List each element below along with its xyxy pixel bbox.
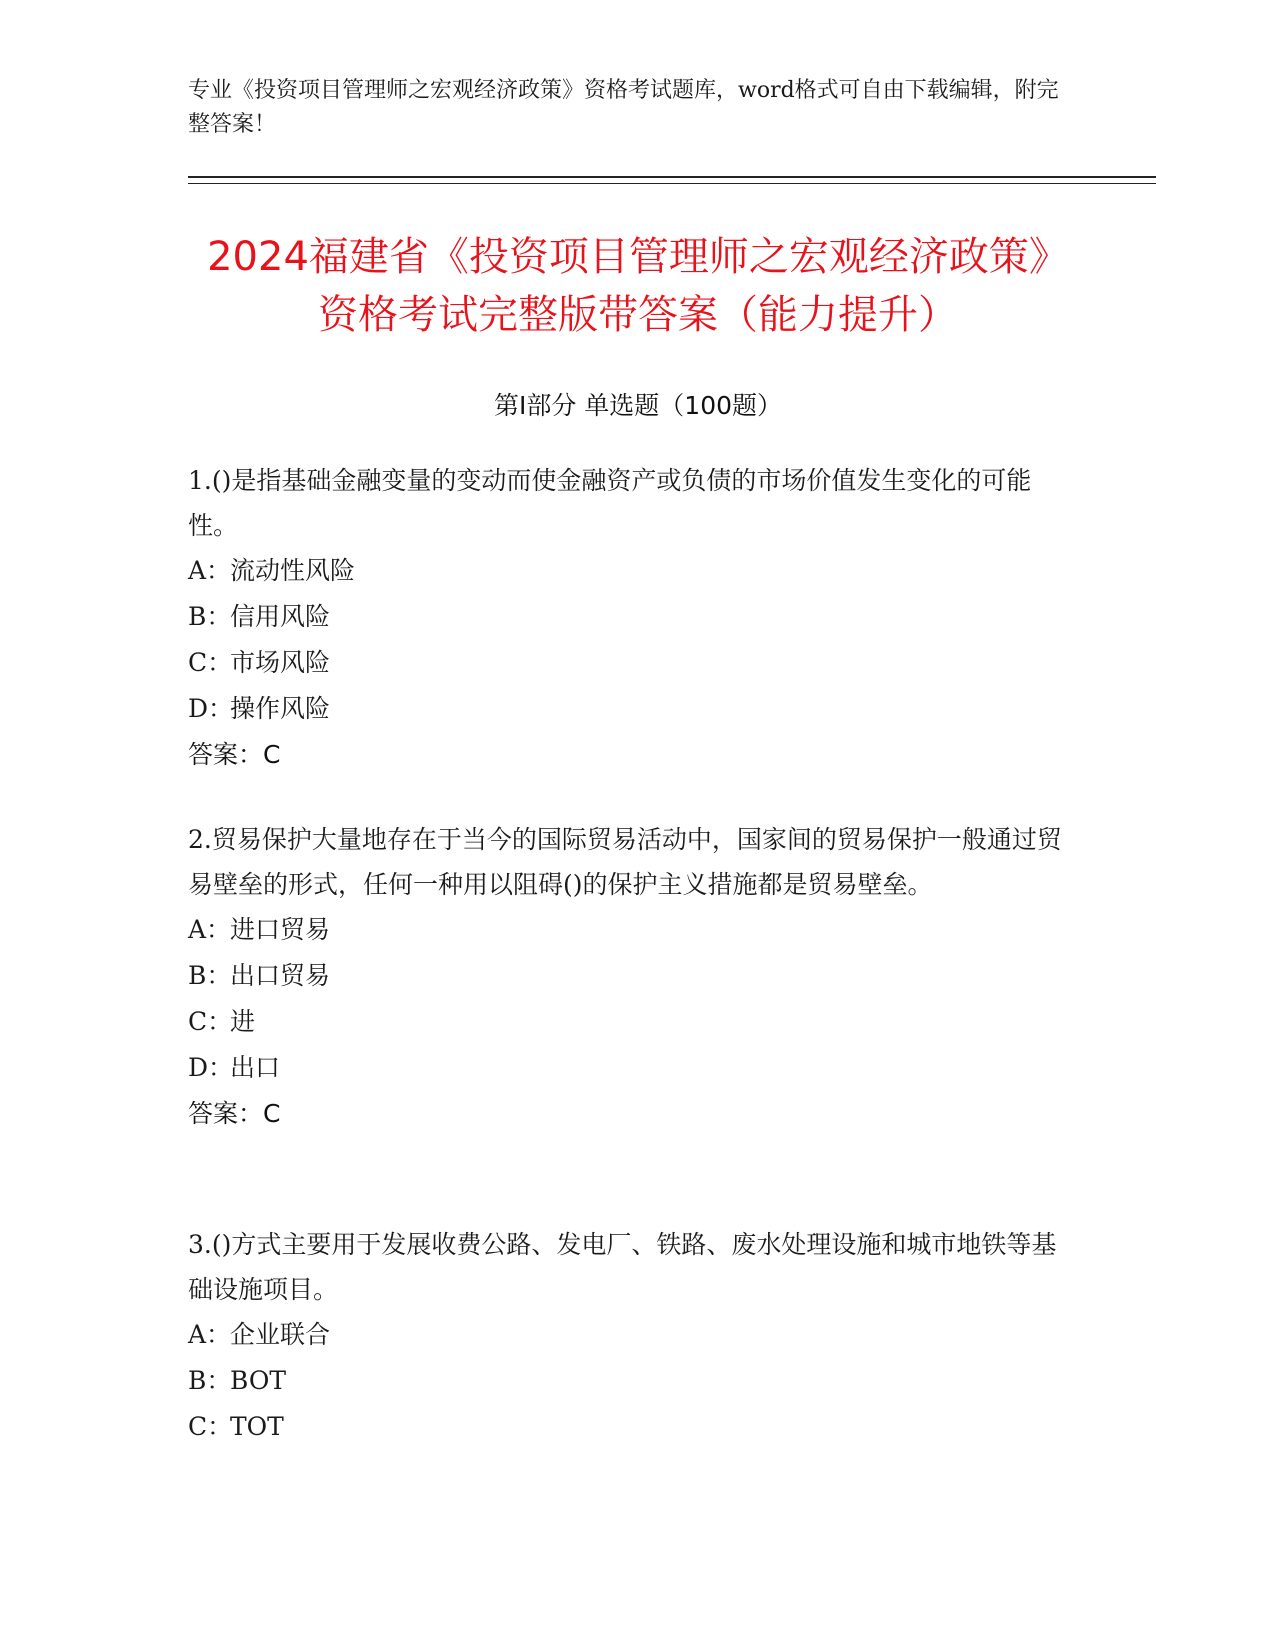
question-3 [188, 1222, 1068, 1450]
option-label: 企业联合 [230, 1320, 331, 1349]
option-c [188, 640, 1068, 686]
option-label: BOT [230, 1366, 287, 1395]
option-a [188, 1312, 1068, 1358]
option-key: A： [188, 915, 232, 944]
option-key: D： [188, 694, 234, 723]
option-b [188, 594, 1068, 640]
option-key: D： [188, 1053, 234, 1082]
option-key: C： [188, 648, 233, 677]
answer-line: 答案：C [188, 1099, 281, 1128]
option-a [188, 907, 1068, 953]
option-label: TOT [230, 1412, 284, 1441]
option-key: C： [188, 1412, 233, 1441]
option-label: 进 [230, 1007, 256, 1036]
option-a [188, 548, 1068, 594]
header-rule-thin [188, 183, 1156, 184]
section-heading: 第I部分 单选题（100题） [493, 391, 783, 420]
question-1 [188, 458, 1068, 778]
option-b [188, 953, 1068, 999]
answer-line: 答案：C [188, 740, 281, 769]
header-rule-thick [188, 176, 1156, 178]
option-label: 操作风险 [230, 694, 331, 723]
option-label: 市场风险 [230, 648, 331, 677]
option-b [188, 1358, 1068, 1404]
option-c [188, 999, 1068, 1045]
question-2 [188, 817, 1068, 1137]
option-key: B： [188, 1366, 232, 1395]
option-key: B： [188, 961, 232, 990]
document-title: 2024福建省《投资项目管理师之宏观经济政策》资格考试完整版带答案（能力提升） [207, 234, 1069, 338]
option-key: A： [188, 556, 232, 585]
option-c [188, 1404, 1068, 1450]
option-label: 进口贸易 [230, 915, 331, 944]
option-d [188, 1045, 1068, 1091]
header-note: 专业《投资项目管理师之宏观经济政策》资格考试题库，word格式可自由下载编辑，附完整答案！ [188, 78, 1059, 137]
option-key: B： [188, 602, 232, 631]
question-text: 1.()是指基础金融变量的变动而使金融资产或负债的市场价值发生变化的可能性。 [188, 466, 1032, 540]
option-label: 流动性风险 [230, 556, 356, 585]
option-label: 出口贸易 [230, 961, 331, 990]
option-d [188, 686, 1068, 732]
question-text: 3.()方式主要用于发展收费公路、发电厂、铁路、废水处理设施和城市地铁等基础设施项目。 [188, 1230, 1057, 1304]
option-key: A： [188, 1320, 232, 1349]
option-label: 信用风险 [230, 602, 331, 631]
option-label: 出口 [230, 1053, 281, 1082]
question-text: 2.贸易保护大量地存在于当今的国际贸易活动中，国家间的贸易保护一般通过贸易壁垒的形式，任何一种用以阻碍()的保护主义措施都是贸易壁垒。 [188, 825, 1062, 899]
option-key: C： [188, 1007, 233, 1036]
